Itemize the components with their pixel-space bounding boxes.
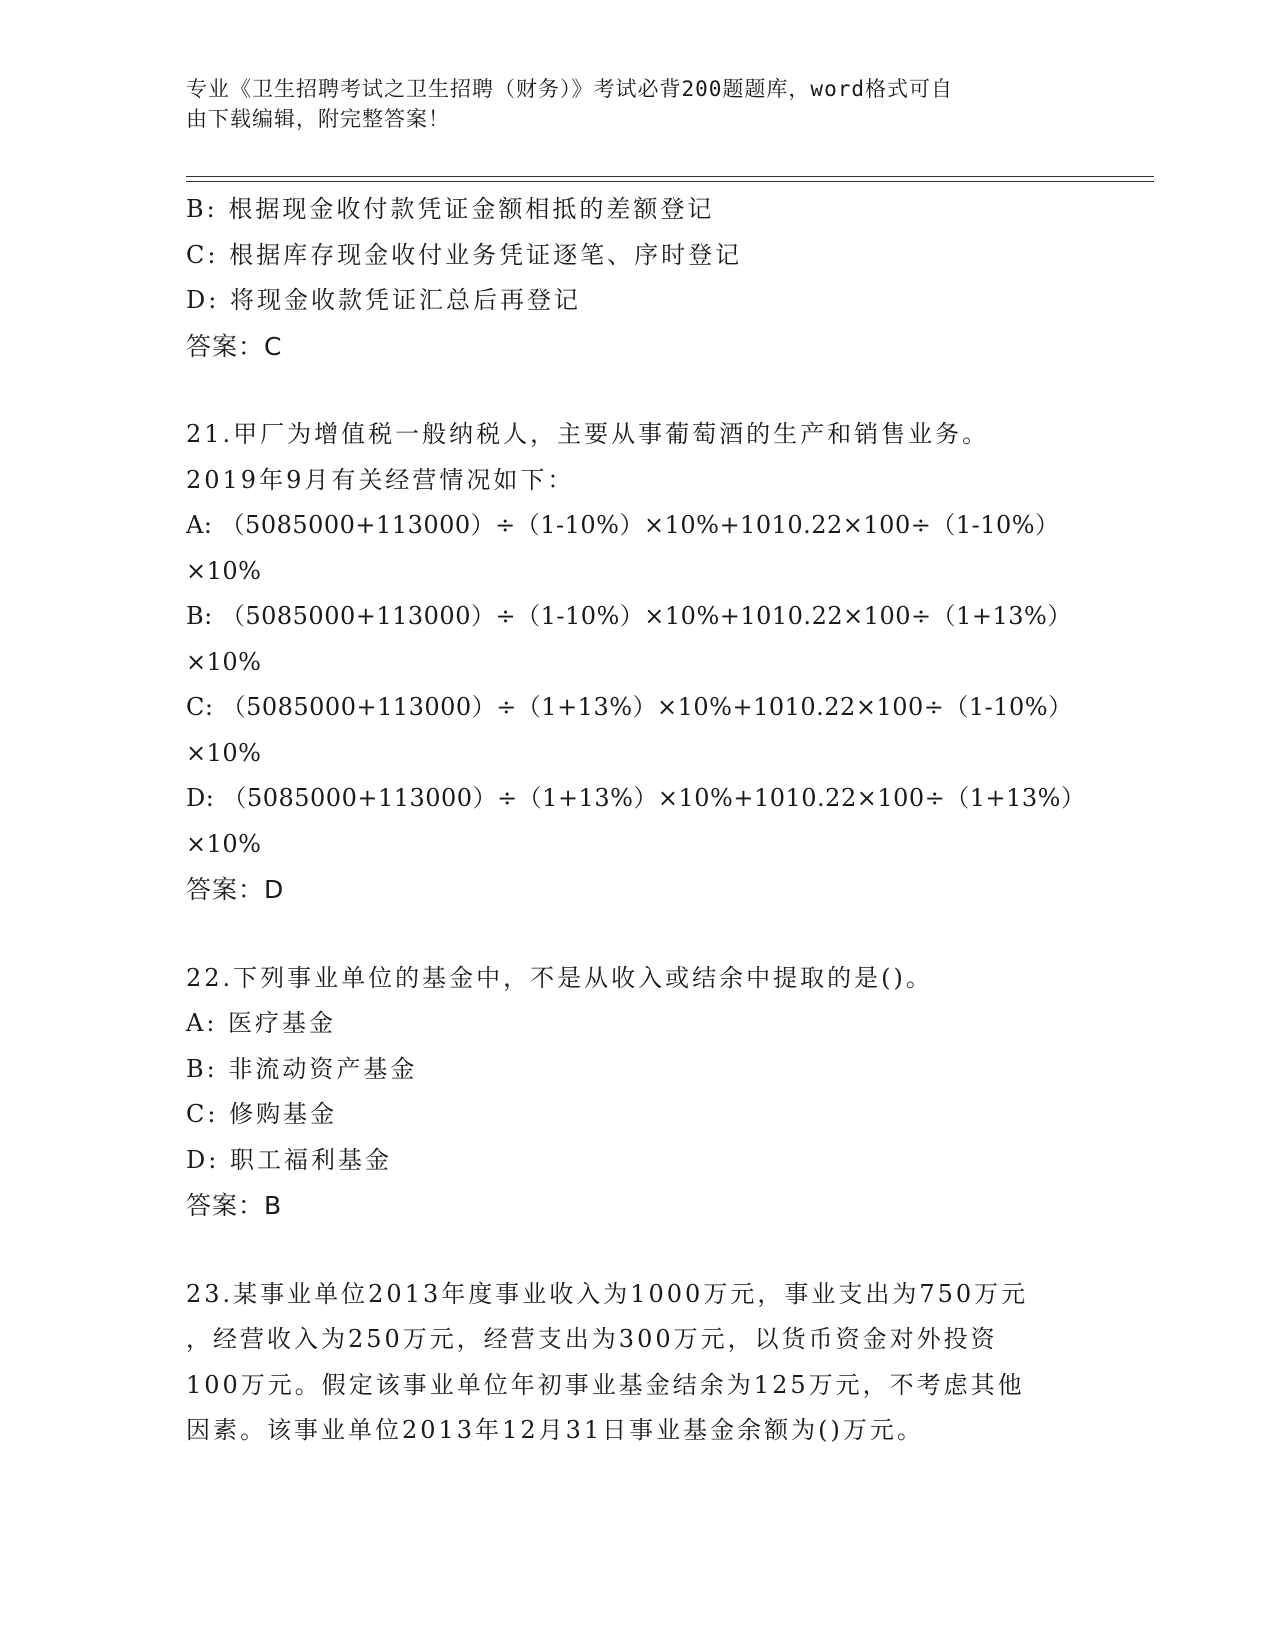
question-stem: 因素。该事业单位2013年12月31日事业基金余额为()万元。: [186, 1416, 924, 1444]
option-c-continued: ×10%: [186, 738, 262, 767]
option-d-continued: ×10%: [186, 829, 262, 858]
question-stem: 21.甲厂为增值税一般纳税人，主要从事葡萄酒的生产和销售业务。: [186, 420, 990, 448]
question-stem: 23.某事业单位2013年度事业收入为1000万元，事业支出为750万元: [186, 1279, 1029, 1308]
option-a-continued: ×10%: [186, 556, 262, 585]
option-a: A: （5085000+113000）÷（1-10%）×10%+1010.22×100÷（1-10%）: [186, 511, 1060, 539]
question-stem: 22.下列事业单位的基金中，不是从收入或结余中提取的是()。: [186, 963, 933, 992]
header-line: 专业《卫生招聘考试之卫生招聘（财务）》考试必背200题题库，word格式可自: [186, 77, 953, 101]
option-c: C: 修购基金: [186, 1100, 338, 1128]
answer: 答案：B: [186, 1191, 283, 1220]
spacer: [186, 1229, 1086, 1272]
question-list: [186, 187, 1086, 1454]
question-stem: 100万元。假定该事业单位年初事业基金结余为125万元，不考虑其他: [186, 1370, 1025, 1399]
option-d: D: 将现金收款凭证汇总后再登记: [186, 286, 581, 314]
option-b-continued: ×10%: [186, 647, 262, 676]
spacer: [186, 369, 1086, 412]
option-b: B: （5085000+113000）÷（1-10%）×10%+1010.22×100÷（1+13%）: [186, 602, 1072, 630]
header-line: 由下载编辑，附完整答案！: [186, 107, 450, 131]
option-b: B: 非流动资产基金: [186, 1054, 418, 1083]
document-header: [186, 74, 1086, 134]
answer: 答案：C: [186, 331, 283, 361]
option-d: D: 职工福利基金: [186, 1145, 392, 1174]
option-d: D: （5085000+113000）÷（1+13%）×10%+1010.22×100÷（1+13%）: [186, 784, 1086, 812]
question-stem: 2019年9月有关经营情况如下：: [186, 465, 575, 494]
option-a: A: 医疗基金: [186, 1009, 337, 1037]
answer: 答案：D: [186, 875, 285, 904]
option-c: C: 根据库存现金收付业务凭证逐笔、序时登记: [186, 240, 743, 269]
question-stem: ，经营收入为250万元，经营支出为300万元，以货币资金对外投资: [186, 1325, 998, 1353]
header-divider: [186, 181, 1154, 182]
option-b: B: 根据现金收付款凭证金额相抵的差额登记: [186, 195, 715, 223]
option-c: C: （5085000+113000）÷（1+13%）×10%+1010.22×100÷（1-10%）: [186, 693, 1073, 721]
header-divider: [186, 176, 1154, 177]
spacer: [186, 913, 1086, 956]
